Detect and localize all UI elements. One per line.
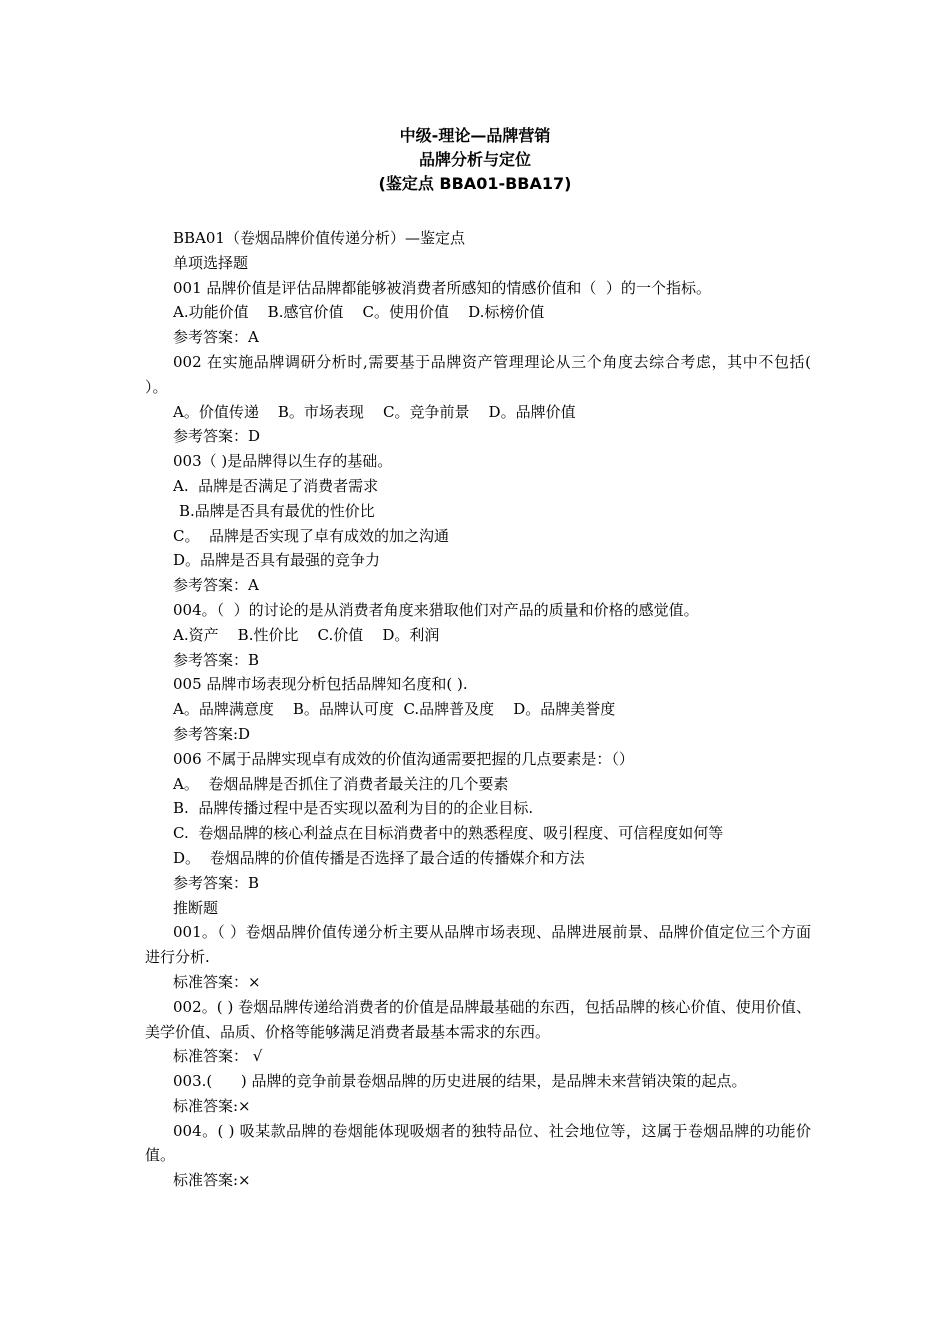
title-block [0,124,950,196]
judgment-answer: 标准答案:× [173,1096,251,1115]
question-text: 005 品牌市场表现分析包括品牌知名度和( ). [173,675,468,694]
question-options: A。品牌满意度 B。品牌认可度 C.品牌普及度 D。品牌美誉度 [173,700,616,719]
single-choice-label: 单项选择题 [173,253,249,272]
judgment-answer: 标准答案： √ [173,1047,263,1066]
section-heading: BBA01（卷烟品牌价值传递分析）—鉴定点 [173,229,465,247]
document-body [145,226,811,1193]
document-range: (鉴定点 BBA01-BBA17) [378,174,572,193]
judgment-text: 004。( ) 吸某款品牌的卷烟能体现吸烟者的独特品位、社会地位等，这属于卷烟品牌的功能价值。 [145,1121,811,1165]
question-option: C。 品牌是否实现了卓有成效的加之沟通 [173,526,450,545]
question-text: 004。（ ）的讨论的是从消费者角度来猎取他们对产品的质量和价格的感觉值。 [173,600,699,619]
question-option: D。 卷烟品牌的价值传播是否选择了最合适的传播媒介和方法 [173,848,585,867]
question-answer: 参考答案：D [173,427,261,446]
judgment-text: 001。（ ）卷烟品牌价值传递分析主要从品牌市场表现、品牌进展前景、品牌价值定位三个方面进行分析. [145,923,811,967]
question-option: B. 品牌传播过程中是否实现以盈利为目的的企业目标. [173,799,534,818]
judgment-text: 002。( ) 卷烟品牌传递给消费者的价值是品牌最基础的东西，包括品牌的核心价值、使用价值、美学价值、品质、价格等能够满足消费者最基本需求的东西。 [145,997,811,1041]
judgment-text: 003.( ) 品牌的竞争前景卷烟品牌的历史进展的结果，是品牌未来营销决策的起点。 [173,1072,747,1091]
question-option: D。品牌是否具有最强的竞争力 [173,551,381,570]
question-answer: 参考答案:D [173,724,251,743]
question-option: A。 卷烟品牌是否抓住了消费者最关注的几个要素 [173,774,509,793]
question-text: 003（ )是品牌得以生存的基础。 [173,452,393,471]
question-text: 002 在实施品牌调研分析时,需要基于品牌资产管理理论从三个角度去综合考虑，其中不包括( ）。 [145,352,811,396]
question-answer: 参考答案：A [173,576,259,595]
question-text: 006 不属于品牌实现卓有成效的价值沟通需要把握的几点要素是：（） [173,749,634,768]
document-subtitle: 品牌分析与定位 [418,150,531,169]
question-options: A.资产 B.性价比 C.价值 D。利润 [173,625,440,644]
judgment-answer: 标准答案:× [173,1171,251,1190]
judgment-answer: 标准答案：× [173,972,261,991]
question-option: C. 卷烟品牌的核心利益点在目标消费者中的熟悉程度、吸引程度、可信程度如何等 [173,824,724,843]
document-title: 中级-理论—品牌营销 [399,126,551,145]
judgment-label: 推断题 [173,898,219,917]
question-option: B.品牌是否具有最优的性价比 [179,501,375,520]
question-option: A. 品牌是否满足了消费者需求 [173,476,379,495]
question-text: 001 品牌价值是评估品牌都能够被消费者所感知的情感价值和（ ）的一个指标。 [173,278,711,297]
question-options: A.功能价值 B.感官价值 C。使用价值 D.标榜价值 [173,303,545,322]
question-answer: 参考答案：B [173,650,260,669]
question-options: A。价值传递 B。市场表现 C。竞争前景 D。品牌价值 [173,402,576,421]
question-answer: 参考答案：A [173,328,259,347]
question-answer: 参考答案：B [173,873,260,892]
